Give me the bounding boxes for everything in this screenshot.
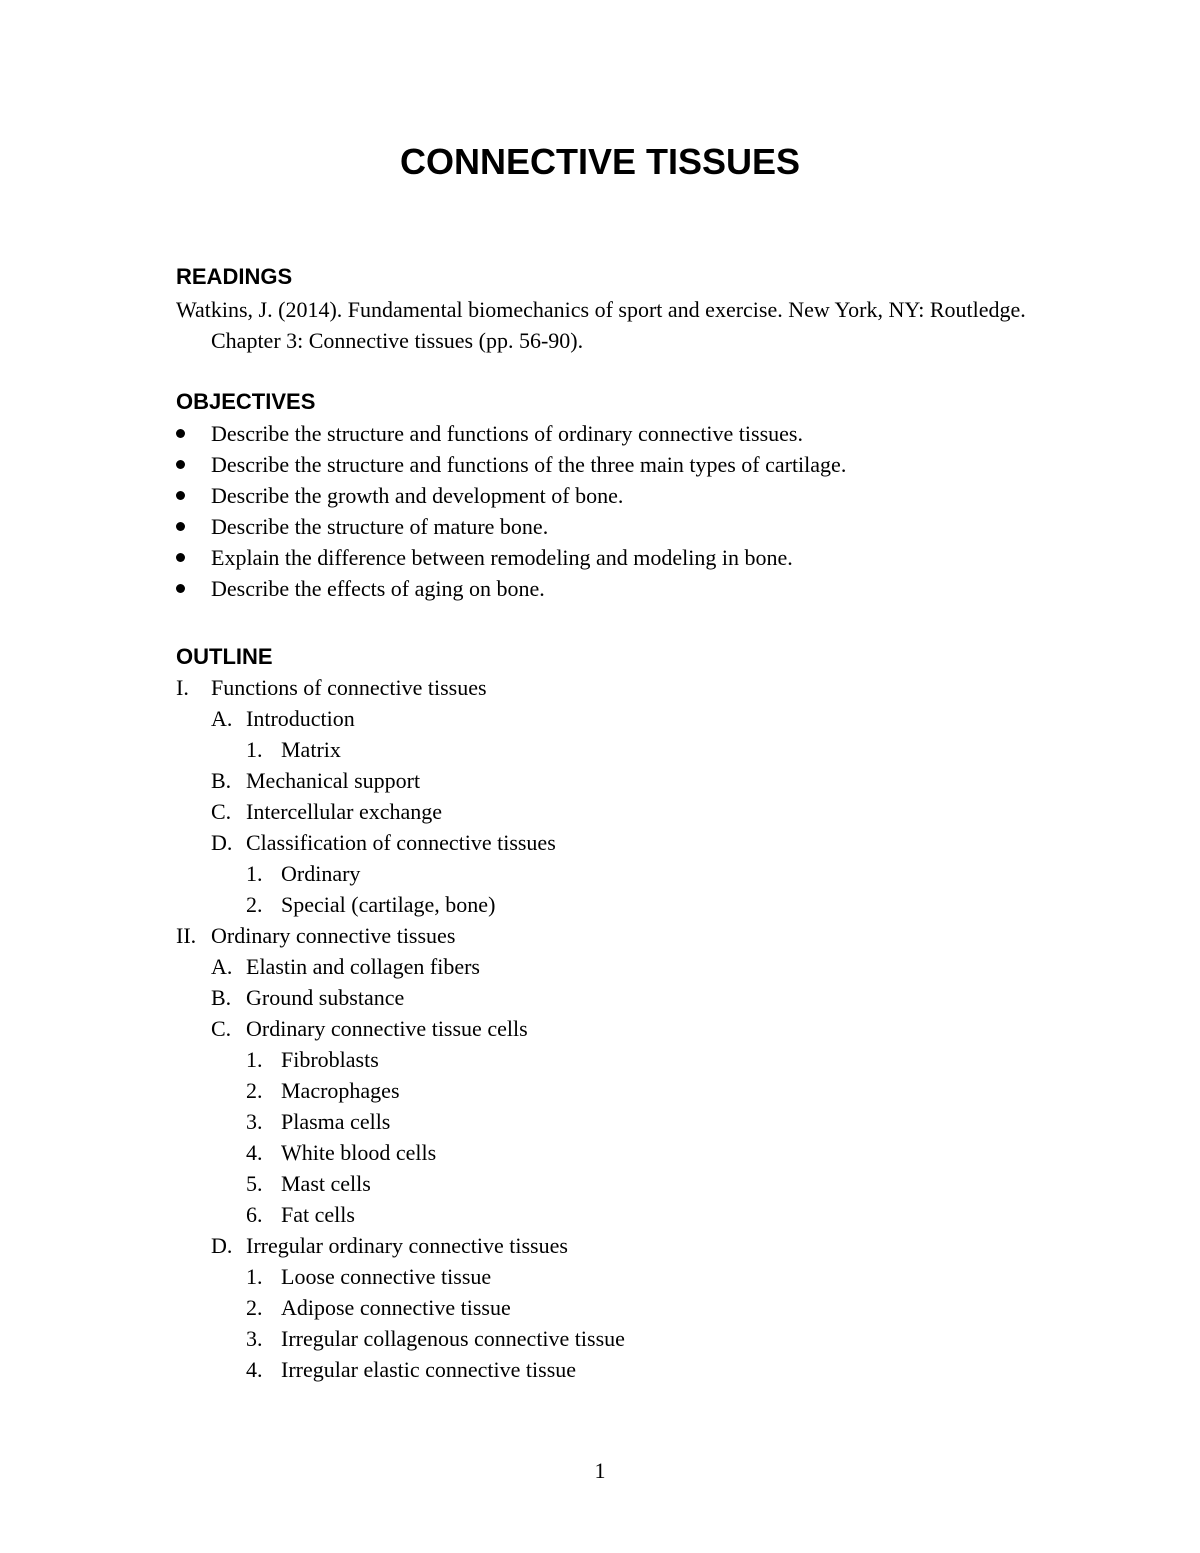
bullet-icon [176,491,185,500]
objective-text: Describe the effects of aging on bone. [211,576,545,601]
outline-text: Irregular elastic connective tissue [281,1357,577,1382]
outline-item-level-2 [211,982,405,1013]
outline-text: Mast cells [281,1171,371,1196]
bullet-icon [176,522,185,531]
outline-marker: B. [211,985,232,1010]
outline-text: Macrophages [281,1078,400,1103]
outline-marker: D. [211,1233,233,1258]
bullet-icon [176,584,185,593]
outline-item-level-3 [246,1044,379,1075]
outline-marker: 1. [246,737,263,762]
outline-item-level-2 [211,1013,528,1044]
outline-marker: 4. [246,1140,263,1165]
objective-text: Describe the growth and development of bone. [211,483,624,508]
outline-marker: 6. [246,1202,263,1227]
outline-marker: 2. [246,1078,263,1103]
outline-marker: 1. [246,861,263,886]
outline-text: Adipose connective tissue [281,1295,511,1320]
outline-marker: D. [211,830,233,855]
outline-marker: 3. [246,1326,263,1351]
outline-item-level-3 [246,1199,355,1230]
objective-text: Explain the difference between remodeling and modeling in bone. [211,545,793,570]
outline-marker: I. [176,675,189,700]
outline-marker: C. [211,799,232,824]
outline-item-level-3 [246,858,361,889]
outline-item-level-3 [246,1292,511,1323]
outline-marker: B. [211,768,232,793]
objective-item [211,511,548,542]
outline-marker: C. [211,1016,232,1041]
outline-text: Elastin and collagen fibers [246,954,480,979]
outline-item-level-3 [246,734,341,765]
bullet-icon [176,553,185,562]
outline-text: Classification of connective tissues [246,830,556,855]
outline-item-level-3 [246,1261,492,1292]
bullet-icon [176,460,185,469]
outline-text: Special (cartilage, bone) [281,892,496,917]
outline-text: Irregular collagenous connective tissue [281,1326,625,1351]
outline-text: Plasma cells [281,1109,391,1134]
objective-item [211,449,846,480]
page-title: CONNECTIVE TISSUES [399,141,801,182]
outline-text: Introduction [246,706,355,731]
outline-text: Matrix [281,737,341,762]
outline-item-level-3 [246,1354,577,1385]
outline-item-level-3 [246,1137,437,1168]
outline-item-level-2 [211,1230,568,1261]
outline-marker: 2. [246,1295,263,1320]
outline-text: Fibroblasts [281,1047,379,1072]
objective-item [211,542,793,573]
outline-item-level-2 [211,796,443,827]
outline-marker: 1. [246,1264,263,1289]
outline-text: Functions of connective tissues [211,675,487,700]
outline-item-level-2 [211,951,480,982]
reading-citation: Watkins, J. (2014). Fundamental biomechanics of sport and exercise. New York, NY: Routledge. Chapter 3: Connective tissues (pp. 56-90). [176,297,1026,353]
objective-text: Describe the structure and functions of ordinary connective tissues. [211,421,803,446]
objective-item [211,480,623,511]
outline-item-level-2 [211,827,556,858]
objective-text: Describe the structure and functions of the three main types of cartilage. [211,452,847,477]
outline-item-level-2 [211,765,421,796]
outline-text: Mechanical support [246,768,421,793]
page-number: 1 [594,1458,606,1483]
objective-text: Describe the structure of mature bone. [211,514,549,539]
outline-text: Ordinary [281,861,361,886]
outline-item-level-3 [246,1168,371,1199]
outline-marker: 1. [246,1047,263,1072]
outline-text: Intercellular exchange [246,799,443,824]
outline-heading: OUTLINE [176,644,273,669]
outline-marker: 2. [246,892,263,917]
objective-item [211,418,803,449]
outline-text: Fat cells [281,1202,355,1227]
outline-marker: 4. [246,1357,263,1382]
outline-text: Ordinary connective tissues [211,923,456,948]
outline-text: Loose connective tissue [281,1264,492,1289]
outline-item-level-1 [176,672,487,703]
outline-item-level-3 [246,1075,400,1106]
outline-text: Ground substance [246,985,405,1010]
bullet-icon [176,429,185,438]
outline-marker: 3. [246,1109,263,1134]
outline-text: Irregular ordinary connective tissues [246,1233,568,1258]
outline-item-level-3 [246,1323,625,1354]
outline-marker: A. [211,706,233,731]
outline-marker: II. [176,923,197,948]
outline-item-level-3 [246,889,496,920]
outline-item-level-1 [176,920,456,951]
outline-text: Ordinary connective tissue cells [246,1016,528,1041]
outline-marker: 5. [246,1171,263,1196]
objective-item [211,573,545,604]
outline-text: White blood cells [281,1140,437,1165]
readings-heading: READINGS [176,264,293,289]
outline-marker: A. [211,954,233,979]
outline-item-level-3 [246,1106,391,1137]
outline-item-level-2 [211,703,355,734]
objectives-heading: OBJECTIVES [176,389,316,414]
